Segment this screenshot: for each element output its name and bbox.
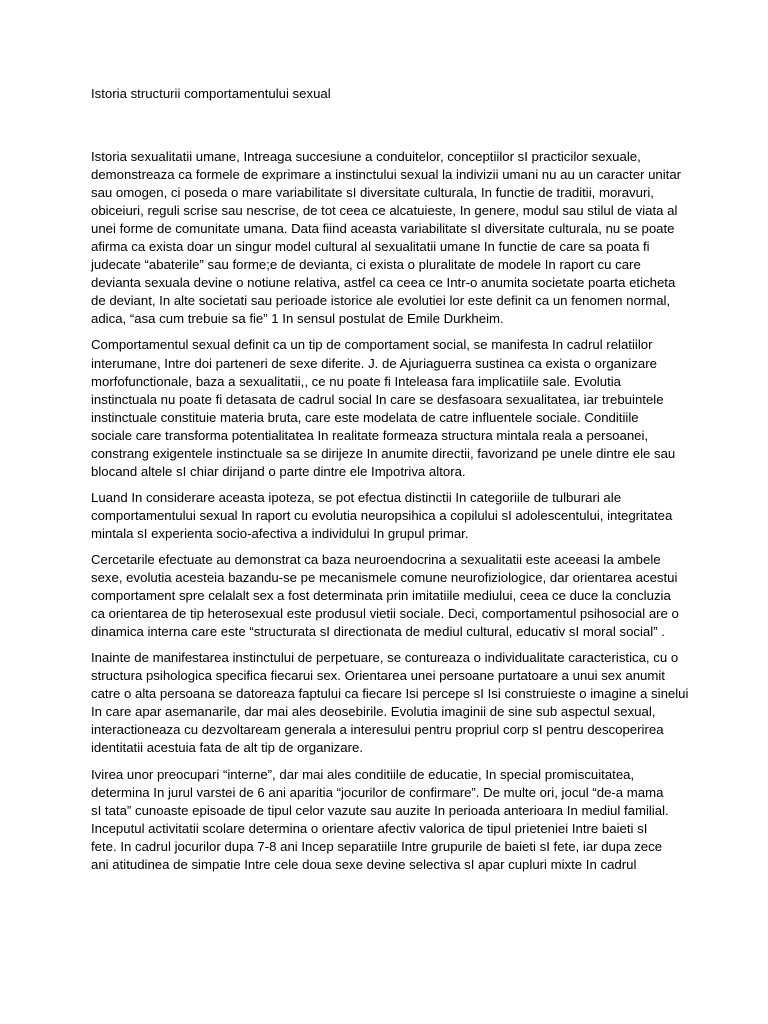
text-line: morfofunctionale, baza a sexualitatii,, ce nu poate fi Inteleasa fara implicatiile sale. Evolutia [91,373,621,389]
text-line: Istoria sexualitatii umane, Intreaga succesiune a conduitelor, conceptiilor sI practicilor sexuale, [91,149,641,164]
text-line: mintala sI experienta socio-afectiva a individului In grupul primar. [91,525,469,541]
text-line: instinctuala nu poate fi detasata de cadrul social In care se desfasoara sexualitatea, iar trebuintele [91,391,664,407]
paragraph-1 [91,148,691,328]
text-line: sexe, evolutia acesteia bazandu-se pe mecanismele comune neurofiziologice, dar orientarea acestui [91,570,678,586]
text-line: Luand In considerare aceasta ipoteza, se pot efectua distinctii In categoriile de tulburari ale [91,489,622,505]
document-body [91,148,691,882]
text-line: unei forme de comunitate umana. Data fiind aceasta variabilitate sI diversitate culturala, nu se poate [91,221,675,237]
text-line: sau omogen, ci poseda o mare variabilitate sI diversitate culturala, In functie de traditii, moravuri, [91,185,654,201]
paragraph-6 [91,766,691,874]
paragraph-2 [91,336,691,480]
text-line: ani atitudinea de simpatie Intre cele doua sexe devine selectiva sI apar cupluri mixte In cadrul [91,856,637,872]
text-line: Inceputul activitatii scolare determina o orientare afectiv valorica de tipul prieteniei Intre baieti sI [91,820,648,836]
text-line: obiceiuri, reguli scrise sau nescrise, de tot ceea ce alcatuieste, In genere, modul sau stilul de viata al [91,203,678,219]
text-line: Cercetarile efectuate au demonstrat ca baza neuroendocrina a sexualitatii este aceeasi la ambele [91,551,661,567]
text-line: identitatii acestuia fata de alt tip de organizare. [91,740,363,756]
text-line: blocand altele sI chiar dirijand o parte dintre ele Impotriva altora. [91,463,466,479]
text-line: judecate “abaterile” sau forme;e de devianta, ci exista o pluralitate de modele In raport cu care [91,257,641,273]
text-line: sociale care transforma potentialitatea In realitate formeaza structura mintala reala a persoanei, [91,427,649,443]
text-line: devianta sexuala devine o notiune relativa, astfel ca ceea ce Intr-o anumita societate poarta eticheta [91,275,676,291]
text-line: interactioneaza cu dezvoltaream generala a interesului pentru propriul corp sI pentru descoperirea [91,722,664,738]
text-line: Comportamentul sexual definit ca un tip de comportament social, se manifesta In cadrul relatiilor [91,337,653,353]
text-line: ca orientarea de tip heterosexual este produsul vietii sociale. Deci, comportamentul psihosocial are o [91,606,679,622]
text-line: fete. In cadrul jocurilor dupa 7-8 ani Incep separatiile Intre grupurile de baieti sI fete, iar dupa zece [91,838,663,854]
text-line: determina In jurul varstei de 6 ani aparitia “jocurilor de confirmare”. De multe ori, jocul “de-a mama [91,784,664,800]
document-title: Istoria structurii comportamentului sexual [91,86,331,101]
text-line: Ivirea unor preocupari “interne”, dar mai ales conditiile de educatie, In special promiscuitatea, [91,766,635,782]
text-line: comportamentului sexual In raport cu evolutia neuropsihica a copilului sI adolescentului, integritatea [91,507,673,523]
text-line: Inainte de manifestarea instinctului de perpetuare, se contureaza o individualitate caracteristica, cu o [91,650,679,666]
paragraph-5 [91,649,691,757]
paragraph-3 [91,489,691,543]
text-line: In care apar asemanarile, dar mai ales deosebirile. Evolutia imaginii de sine sub aspectul sexual, [91,704,656,720]
text-line: dinamica interna care este “structurata sI directionata de mediul cultural, educativ sI moral social” . [91,624,665,640]
text-line: demonstreaza ca formele de exprimare a instinctului sexual la indivizii umani nu au un caracter unitar [91,167,682,183]
text-line: adica, “asa cum trebuie sa fie” 1 In sensul postulat de Emile Durkheim. [91,311,504,327]
text-line: sI tata” cunoaste episoade de tipul celor vazute sau auzite In perioada anterioara In mediul familial. [91,802,669,818]
text-line: de deviant, In alte societati sau perioade istorice ale evolutiei lor este definit ca un fenomen normal, [91,293,671,309]
text-line: instinctuale constituie materia bruta, care este modelata de catre influentele sociale. Conditiile [91,409,639,425]
text-line: structura psihologica specifica fiecarui sex. Orientarea unei persoane purtatoare a unui sex anumit [91,668,665,684]
paragraph-4 [91,551,691,641]
text-line: catre o alta persoana se datoreaza faptului ca fiecare Isi percepe sI Isi construieste o imagine a sinelui [91,686,689,702]
text-line: constrang exigentele instinctuale sa se dirijeze In anumite directii, favorizand pe unele dintre ele sau [91,445,676,461]
text-line: interumane, Intre doi parteneri de sexe diferite. J. de Ajuriaguerra sustinea ca exista o organizare [91,355,657,371]
text-line: comportament spre celalalt sex a fost determinata prin imitatiile mediului, ceea ce duce la concluzia [91,588,671,604]
text-line: afirma ca exista doar un singur model cultural al sexualitatii umane In functie de care sa poata fi [91,239,650,255]
